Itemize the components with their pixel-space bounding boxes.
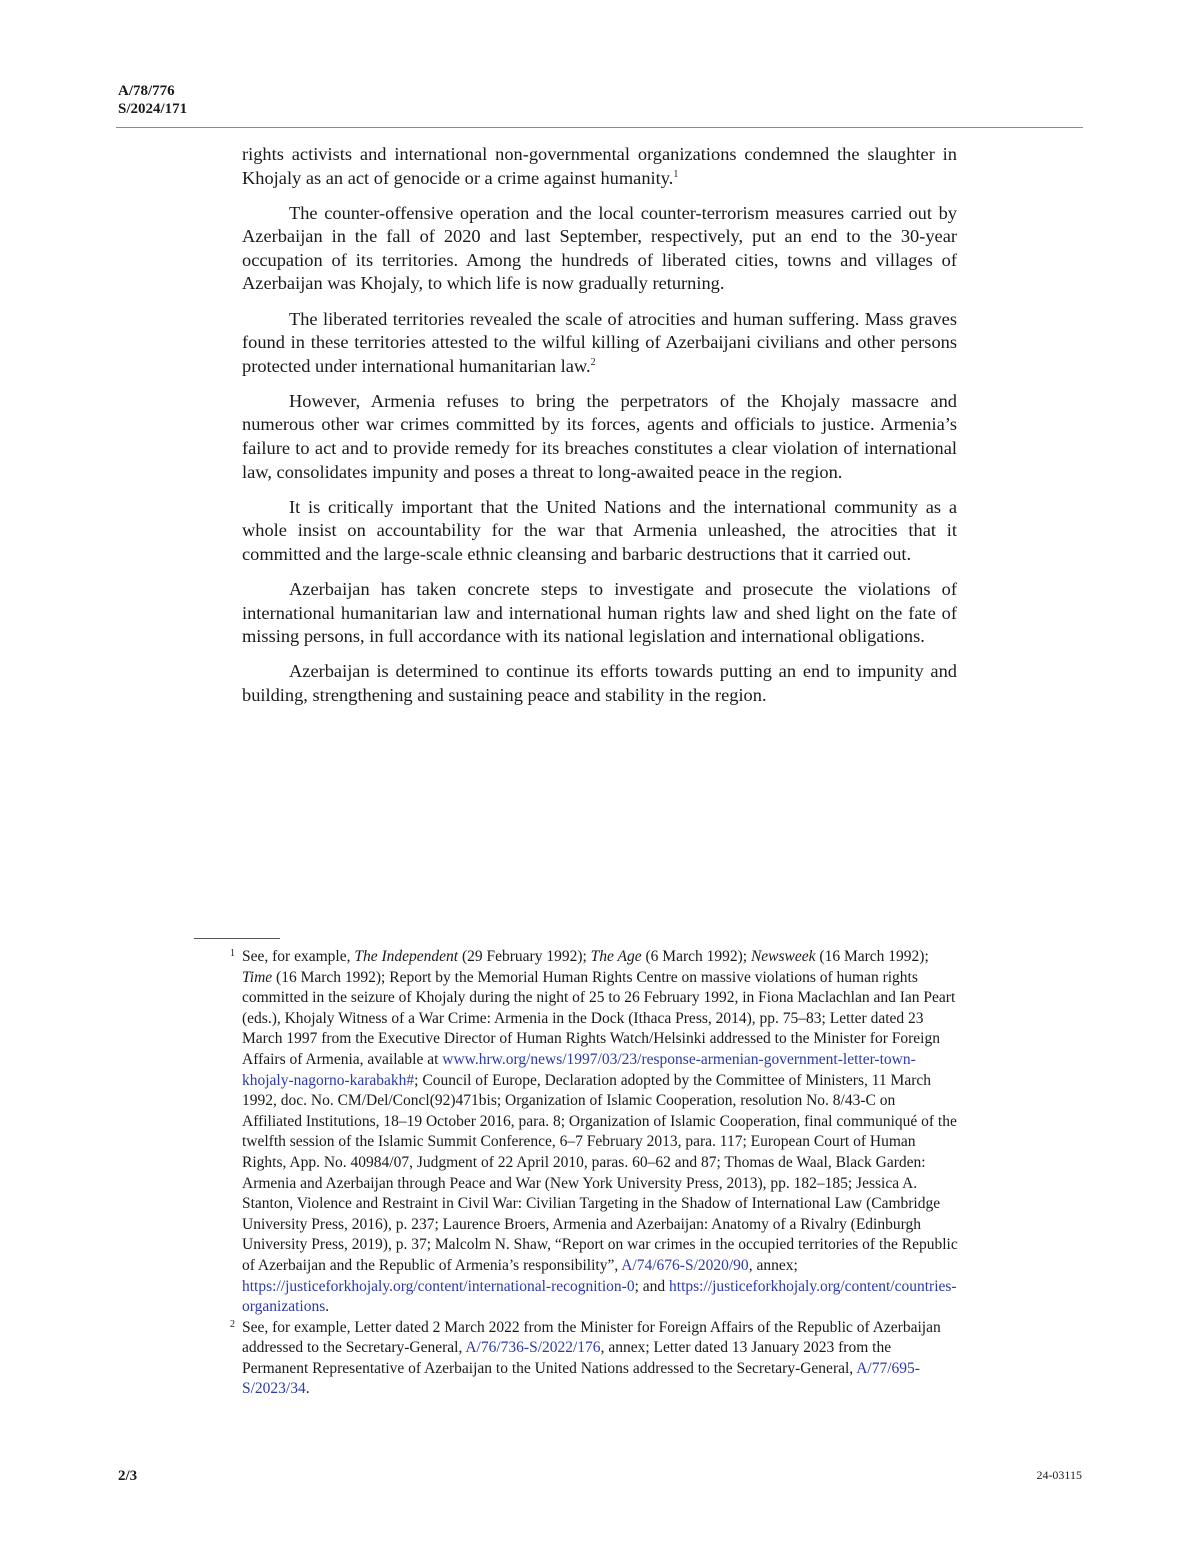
footnote-text-run: (16 March 1992); <box>815 948 929 965</box>
document-symbol-assembly: A/78/776 <box>118 83 175 99</box>
footnote-text <box>242 948 958 1315</box>
footnote-separator <box>194 938 280 939</box>
body-text <box>242 143 957 719</box>
publication-title: Time <box>242 968 273 986</box>
hyperlink[interactable]: https://justiceforkhojaly.org/content/international-recognition-0 <box>242 1277 635 1295</box>
footnote-text-run: (29 February 1992); <box>458 948 591 965</box>
footnote-text-run: , annex; Letter dated 13 January 2023 from the Permanent Representative of Azerbaijan to the United Nations addressed to the Secretary-General, <box>242 1339 892 1377</box>
hyperlink[interactable]: A/76/736-S/2022/176 <box>465 1339 601 1357</box>
paragraph: Azerbaijan has taken concrete steps to investigate and prosecute the violations of international humanitarian law and international human rights law and shed light on the fate of missing persons, in full accordance with its national legislation and international obligations. <box>242 579 957 647</box>
job-number: 24-03115 <box>1036 1468 1082 1482</box>
footnote-number: 2 <box>230 1318 235 1330</box>
page-number: 2/3 <box>118 1468 138 1484</box>
footnote-text-run: ; and <box>634 1277 670 1295</box>
hyperlink[interactable]: www.hrw.org/news/1997/03/23/response-armenian-government-letter-town-khojaly-nagorno-karabakh# <box>242 1050 916 1089</box>
hyperlink[interactable]: https://justiceforkhojaly.org/content/countries-organizations <box>242 1277 957 1316</box>
paragraph: The counter-offensive operation and the local counter-terrorism measures carried out by Azerbaijan in the fall of 2020 and last September, respectively, put an end to the 30-year occupation of its territories. Among the hundreds of liberated cities, towns and villages of Azerbaijan was Khojaly, to which life is now gradually returning. <box>242 202 957 294</box>
footnote-text-run: . <box>305 1380 310 1398</box>
footnote-ref[interactable]: 1 <box>673 168 679 180</box>
document-symbol-council: S/2024/171 <box>118 101 188 117</box>
publication-title: The Independent <box>354 948 459 965</box>
footnote-text-run: See, for example, Letter dated 2 March 2022 from the Minister for Foreign Affairs of the Republic of Azerbaijan addressed to the Secretary-General, <box>242 1318 941 1357</box>
paragraph: It is critically important that the United Nations and the international community as a whole insist on accountability for the war that Armenia unleashed, the atrocities that it committed and the large-scale ethnic cleansing and barbaric destructions that it carried out. <box>242 496 957 564</box>
paragraph: However, Armenia refuses to bring the perpetrators of the Khojaly massacre and numerous other war crimes committed by its forces, agents and officials to justice. Armenia’s failure to act and to provide remedy for its breaches constitutes a clear violation of international law, consolidates impunity and poses a threat to long-awaited peace in the region. <box>242 390 957 482</box>
publication-title: Newsweek <box>750 948 816 965</box>
footnote-text-run: , annex; <box>748 1256 798 1274</box>
footnote-number: 1 <box>230 948 235 959</box>
footnote-text-run: See, for example, <box>242 948 355 965</box>
footnote-text-run: (16 March 1992); Report by the Memorial Human Rights Centre on massive violations of human rights committed in the seizure of Khojaly during the night of 25 to 26 February 1992, in Fiona Maclachlan and Ian Peart (eds.), Khojaly Witness of a War Crime: Armenia in the Dock (Ithaca Press, 2014), pp. 75–83; Letter dated 23 March 1997 from the Executive Director of Human Rights Watch/Helsinki addressed to the Minister for Foreign Affairs of Armenia, available at <box>242 968 956 1068</box>
header-rule <box>116 127 1083 128</box>
hyperlink[interactable]: A/74/676-S/2020/90 <box>621 1256 749 1274</box>
footnote-ref[interactable]: 2 <box>590 356 596 368</box>
publication-title: The Age <box>590 948 642 965</box>
footnotes <box>230 947 958 1400</box>
footnote-1 <box>230 947 958 1318</box>
footnote-text-run: ; Council of Europe, Declaration adopted by the Committee of Ministers, 11 March 1992, doc. No. CM/Del/Concl(92)471bis; Organization of Islamic Cooperation, resolution No. 8/43-C on Affiliated Institutions, 18–19 October 2016, para. 8; Organization of Islamic Cooperation, final communiqué of the twelfth session of the Islamic Summit Conference, 6–7 February 2013, para. 117; European Court of Human Rights, App. No. 40984/07, Judgment of 22 April 2010, paras. 60–62 and 87; Thomas de Waal, Black Garden: Armenia and Azerbaijan through Peace and War (New York University Press, 2013), pp. 182–185; Jessica A. Stanton, Violence and Restraint in Civil War: Civilian Targeting in the Shadow of International Law (Cambridge University Press, 2016), p. 237; Laurence Broers, Armenia and Azerbaijan: Anatomy of a Rivalry (Edinburgh University Press, 2019), p. 37; Malcolm N. Shaw, “Report on war crimes in the occupied territories of the Republic of Azerbaijan and the Republic of Armenia’s responsibility”, <box>242 1071 958 1274</box>
document-symbols <box>118 82 187 118</box>
footnote-text-run: (6 March 1992); <box>641 948 751 965</box>
paragraph: The liberated territories revealed the scale of atrocities and human suffering. Mass graves found in these territories attested to the wilful killing of Azerbaijani civilians and other persons protected under international humanitarian law.$^2$ <box>242 308 957 376</box>
footnote-text-run: . <box>325 1298 330 1316</box>
paragraph: rights activists and international non-governmental organizations condemned the slaughter in Khojaly as an act of genocide or a crime against humanity.$^1$ <box>242 144 957 188</box>
footnote-2 <box>230 1318 958 1400</box>
footnote-text <box>242 1319 941 1398</box>
paragraph: Azerbaijan is determined to continue its efforts towards putting an end to impunity and building, strengthening and sustaining peace and stability in the region. <box>242 661 957 705</box>
hyperlink[interactable]: A/77/695-S/2023/34 <box>242 1359 920 1398</box>
